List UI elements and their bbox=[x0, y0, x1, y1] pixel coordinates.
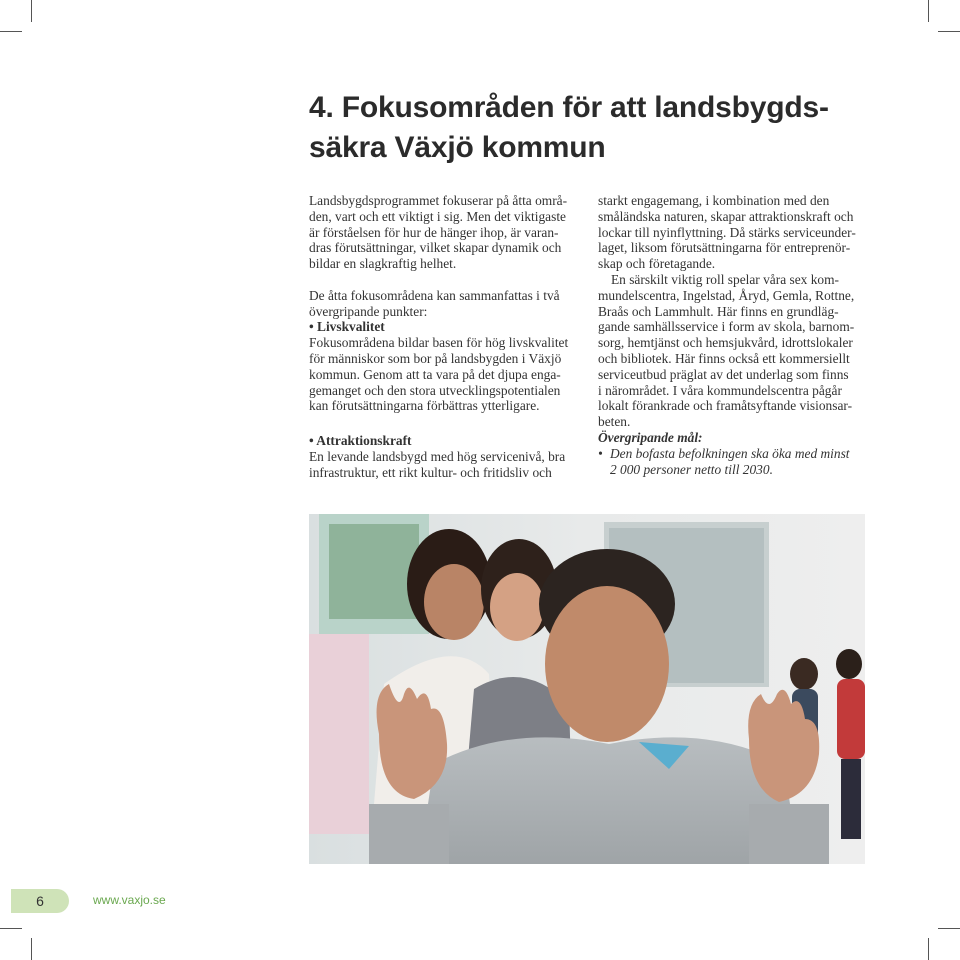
crop-mark bbox=[0, 31, 22, 32]
heading-line-2: säkra Växjö kommun bbox=[309, 131, 606, 164]
classroom-photo-icon bbox=[309, 514, 865, 864]
summary-paragraph: De åtta fokusområdena kan sammanfattas i två övergripande punkter: bbox=[309, 287, 560, 319]
bullet-text-livskvalitet: Fokusområdena bildar basen för hög livskvalitet för människor som bor på landsbygden i Växjö kommun. Genom att ta vara på det djupa enga- gemanget och den stora utvecklingspotentialen kan förutsättningarna förbättras ytterligare. bbox=[309, 335, 569, 414]
goal-item: • Den bofasta befolkningen ska öka med minst 2 000 personer netto till 2030. bbox=[598, 445, 850, 477]
left-column bbox=[309, 193, 577, 481]
website-link[interactable]: www.vaxjo.se bbox=[93, 893, 166, 907]
heading-line-1: 4. Fokusområden för att landsbygds- bbox=[309, 91, 829, 124]
goal-title: Övergripande mål: bbox=[598, 429, 703, 445]
kommundelscentra-paragraph: En särskilt viktig roll spelar våra sex kom- mundelscentra, Ingelstad, Åryd, Gemla, Rottne, Braås och Lammhult. Här finns en grundläg- gande samhällsservice i form av skola, barnom- sorg, hemtjänst och hemsjukvård, idrottslokaler och bibliotek. Här finns också ett kommersiellt serviceutbud präglat av det underlag som finns i närområdet. I våra kommundelscentra pågår lokalt förankrade och framåtsyftande visionsar- beten. bbox=[598, 271, 855, 430]
crop-mark bbox=[938, 928, 960, 929]
page-number: 6 bbox=[11, 889, 69, 913]
intro-paragraph: Landsbygdsprogrammet fokuserar på åtta områ- den, vart och ett viktigt i sig. Men det viktigaste är förståelsen för hur de hänger ihop, är varan- dras förutsättningar, vilket skapar dynamik och bildar en slagkraftig helhet. bbox=[309, 193, 568, 272]
right-column bbox=[598, 193, 866, 477]
bullet-title-livskvalitet: • Livskvalitet bbox=[309, 319, 385, 335]
crop-mark bbox=[31, 0, 32, 22]
bullet-dot: • bbox=[598, 445, 603, 461]
crop-mark bbox=[928, 938, 929, 960]
page-heading bbox=[309, 88, 829, 168]
crop-mark bbox=[0, 928, 22, 929]
continuation-paragraph: starkt engagemang, i kombination med den småländska naturen, skapar attraktionskraft och lockar till nyinflyttning. Då stärks serviceunder- laget, liksom förutsättningarna för entreprenör- skap och företagande. bbox=[598, 193, 856, 272]
crop-mark bbox=[928, 0, 929, 22]
bullet-text-attraktionskraft: En levande landsbygd med hög servicenivå, bra infrastruktur, ett rikt kultur- och fritidsliv och bbox=[309, 448, 566, 480]
crop-mark bbox=[31, 938, 32, 960]
bullet-title-attraktionskraft: • Attraktionskraft bbox=[309, 433, 412, 449]
crop-mark bbox=[938, 31, 960, 32]
